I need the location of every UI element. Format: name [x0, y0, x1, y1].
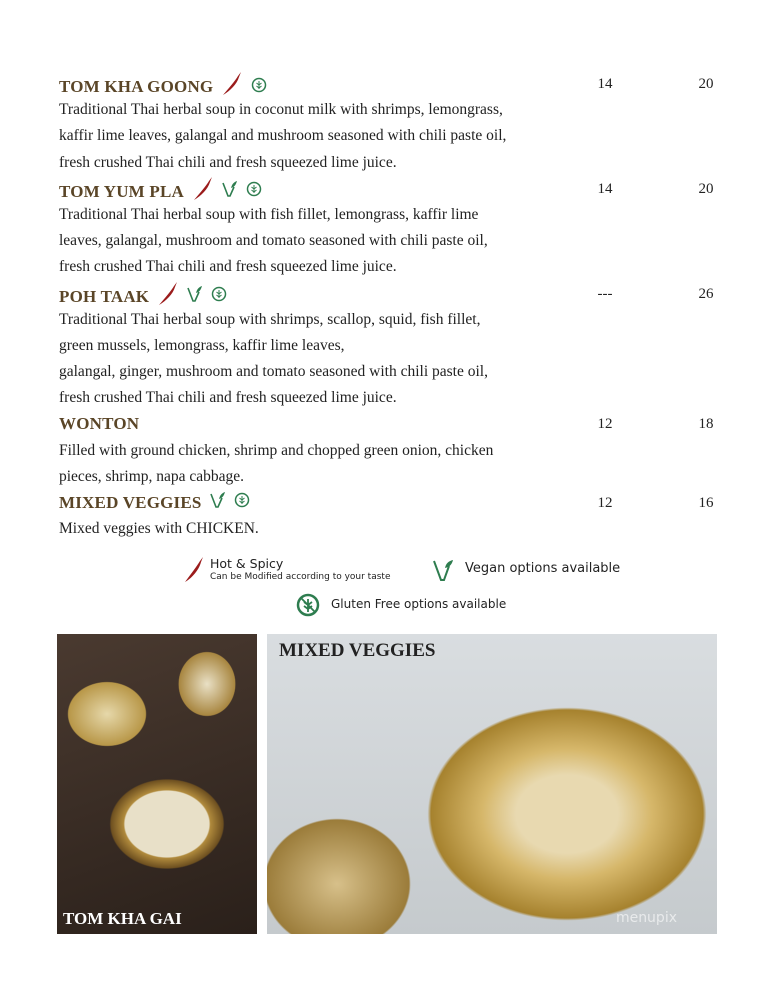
photo-mixed-veggies	[267, 634, 717, 934]
menu-item-title-row	[59, 71, 739, 97]
watermark: menupix	[615, 910, 677, 926]
menu-item-title-row	[59, 490, 739, 516]
menu-item-title-row	[59, 411, 739, 437]
price-large: 26	[698, 285, 714, 302]
price-small: 14	[597, 76, 613, 92]
item-description-line: pieces, shrimp, napa cabbage.	[59, 467, 245, 485]
legend-gluten-label: Gluten Free options available	[331, 597, 507, 611]
item-name: MIXED VEGGIES	[59, 493, 202, 512]
item-description-line: green mussels, lemongrass, kaffir lime leaves,	[59, 336, 345, 354]
price-small: 12	[597, 495, 613, 511]
price-large: 18	[698, 416, 714, 433]
legend-hot-title: Hot & Spicy	[210, 556, 284, 571]
price-large: 20	[698, 76, 714, 92]
item-name: TOM YUM PLA	[59, 181, 184, 201]
item-description-line: Filled with ground chicken, shrimp and chopped green onion, chicken	[59, 441, 494, 459]
legend-vegan-label: Vegan options available	[465, 561, 621, 576]
legend-hot-subtitle: Can be Modified according to your taste	[210, 572, 391, 582]
item-description-line: kaffir lime leaves, galangal and mushroom seasoned with chili paste oil,	[59, 127, 507, 145]
item-description-line: Traditional Thai herbal soup in coconut milk with shrimps, lemongrass,	[59, 101, 503, 119]
vegan-icon	[432, 558, 454, 582]
chili-icon	[183, 556, 205, 584]
price-large: 20	[698, 180, 714, 197]
photo-tom-kha-gai	[57, 634, 257, 934]
price-large: 16	[698, 495, 714, 511]
price-small: 14	[597, 180, 613, 197]
vegan-icon	[210, 491, 226, 518]
item-description-line: galangal, ginger, mushroom and tomato seasoned with chili paste oil,	[59, 363, 488, 381]
item-description-line: Traditional Thai herbal soup with shrimps, scallop, squid, fish fillet,	[59, 310, 481, 328]
price-small: 12	[597, 416, 613, 433]
item-name: WONTON	[59, 414, 140, 434]
menu-item-title-row	[59, 176, 739, 202]
item-description-line: fresh crushed Thai chili and fresh squeezed lime juice.	[59, 258, 397, 276]
item-name: POH TAAK	[59, 286, 150, 306]
menu-item-title-row	[59, 281, 739, 307]
item-description-line: leaves, galangal, mushroom and tomato seasoned with chili paste oil,	[59, 232, 488, 250]
gluten-free-icon	[296, 593, 320, 617]
photo-label-tom-kha-gai: TOM KHA GAI	[63, 909, 182, 928]
photo-label-mixed-veggies: MIXED VEGGIES	[279, 640, 436, 661]
price-small: ---	[597, 285, 613, 302]
item-name: TOM KHA GOONG	[59, 77, 214, 97]
gluten-free-icon	[234, 491, 250, 517]
item-description-line: fresh crushed Thai chili and fresh squeezed lime juice.	[59, 153, 397, 171]
menu-list	[59, 71, 739, 542]
item-description-line: fresh crushed Thai chili and fresh squeezed lime juice.	[59, 389, 397, 407]
item-description-line: Mixed veggies with CHICKEN.	[59, 520, 259, 538]
item-description-line: Traditional Thai herbal soup with fish fillet, lemongrass, kaffir lime	[59, 205, 479, 223]
